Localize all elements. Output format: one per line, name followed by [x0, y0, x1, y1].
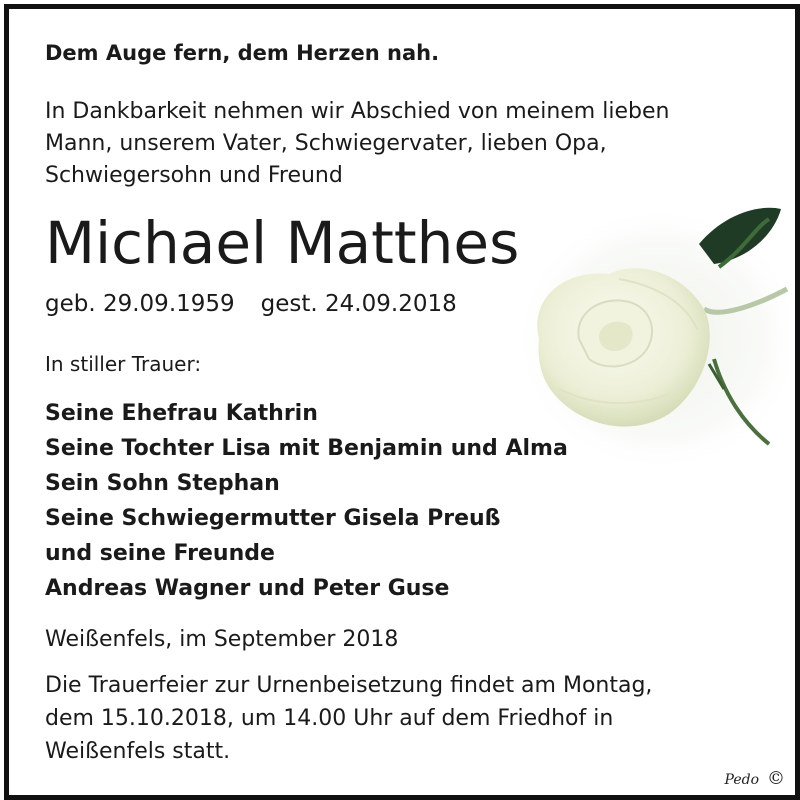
obituary-card [4, 4, 800, 800]
funeral-info-line: Die Trauerfeier zur Urnenbeisetzung findet am Montag, [45, 673, 653, 698]
family-member: Sein Sohn Stephan [45, 471, 280, 496]
family-member: Seine Ehefrau Kathrin [45, 401, 318, 426]
deceased-name: Michael Matthes [45, 209, 520, 277]
funeral-info-line: dem 15.10.2018, um 14.00 Uhr auf dem Friedhof in [45, 706, 614, 731]
intro-line: Mann, unserem Vater, Schwiegervater, lieben Opa, [45, 131, 607, 156]
family-member: Seine Schwiegermutter Gisela Preuß [45, 506, 501, 531]
intro-line: In Dankbarkeit nehmen wir Abschied von meinem lieben [45, 99, 670, 124]
birth-date: geb. 29.09.1959 [45, 291, 235, 317]
life-dates [45, 291, 457, 317]
signature-text: Pedo [724, 772, 759, 788]
funeral-info-line: Weißenfels statt. [45, 739, 231, 764]
signature [725, 768, 785, 789]
family-member: Andreas Wagner und Peter Guse [45, 576, 450, 601]
family-member: und seine Freunde [45, 541, 275, 566]
mourning-label: In stiller Trauer: [45, 352, 202, 376]
death-date: gest. 24.09.2018 [260, 291, 457, 317]
intro-line: Schwiegersohn und Freund [45, 163, 343, 188]
place-date: Weißenfels, im September 2018 [45, 627, 399, 652]
motto: Dem Auge fern, dem Herzen nah. [45, 41, 440, 65]
family-member: Seine Tochter Lisa mit Benjamin und Alma [45, 436, 568, 461]
white-rose-icon [519, 189, 789, 469]
copyright-icon: © [767, 768, 785, 789]
